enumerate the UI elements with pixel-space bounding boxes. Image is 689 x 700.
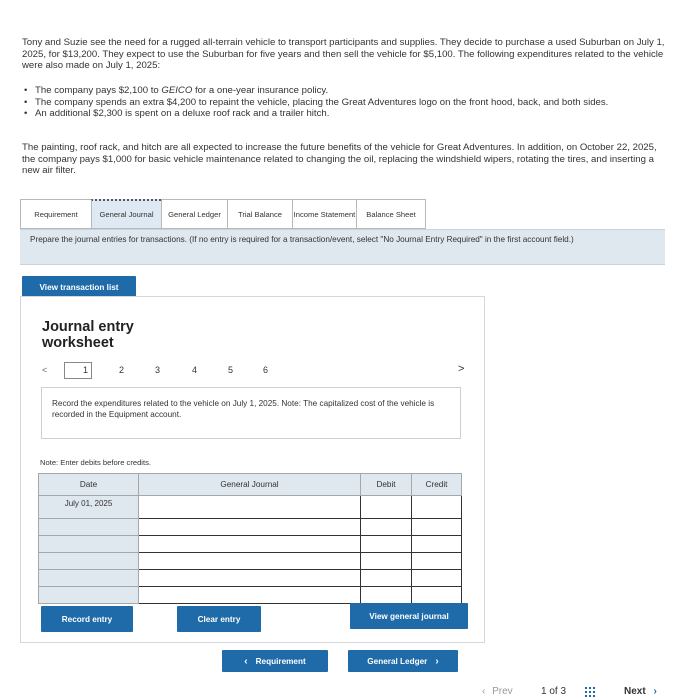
general-ledger-nav-label: General Ledger xyxy=(367,656,428,666)
tab-income-statement[interactable]: Income Statement xyxy=(292,199,356,229)
tab-requirement[interactable]: Requirement xyxy=(20,199,91,229)
task-text: Record the expenditures related to the vehicle on July 1, 2025. Note: The capitalized cost of the vehicle is recorded in the Equipment account. xyxy=(52,399,435,419)
date-cell xyxy=(39,570,139,587)
list-item: • The company pays $2,100 to GEICO for a one-year insurance policy. xyxy=(22,85,667,97)
problem-intro: Tony and Suzie see the need for a rugged all-terrain vehicle to transport participants and supplies. They decide to purchase a used Suburban on July 1, 2025, for $13,200. They expect to use the Suburban for five years and then sell the vehicle for $5,100. The following expenditures related to the vehicle were also made on July 1, 2025: xyxy=(22,37,665,72)
footer-prev-label: Prev xyxy=(492,686,513,697)
date-cell xyxy=(39,587,139,604)
tab-general-journal[interactable]: General Journal xyxy=(91,199,161,229)
pager-page-5[interactable]: 5 xyxy=(228,365,234,375)
table-row xyxy=(39,553,462,570)
chevron-left-icon: ‹ xyxy=(482,686,486,697)
chevron-right-icon: › xyxy=(653,686,657,697)
col-header-credit: Credit xyxy=(412,474,462,496)
list-item: • An additional $2,300 is spent on a deluxe roof rack and a trailer hitch. xyxy=(22,108,667,120)
credit-input[interactable] xyxy=(412,496,462,519)
pager-page-4[interactable]: 4 xyxy=(192,365,198,375)
chevron-left-icon: ‹ xyxy=(244,655,248,667)
date-cell: July 01, 2025 xyxy=(39,496,139,519)
instruction-text: Prepare the journal entries for transactions. (If no entry is required for a transaction/event, select "No Journal Entry Required" in the first account field.) xyxy=(30,235,574,244)
table-row xyxy=(39,587,462,604)
worksheet-title: Journal entry worksheet xyxy=(42,319,134,351)
date-cell xyxy=(39,536,139,553)
table-row xyxy=(39,570,462,587)
instruction-banner xyxy=(20,229,665,265)
footer-page-indicator xyxy=(541,686,566,697)
col-header-debit: Debit xyxy=(361,474,412,496)
view-transaction-list-button[interactable]: View transaction list xyxy=(22,276,136,298)
footer-prev-button[interactable] xyxy=(482,686,513,697)
general-ledger-nav-button[interactable] xyxy=(348,650,458,672)
tab-balance-sheet[interactable]: Balance Sheet xyxy=(356,199,426,229)
task-description xyxy=(41,387,461,439)
credit-input[interactable] xyxy=(412,553,462,570)
pager-page-6[interactable]: 6 xyxy=(263,365,269,375)
credit-input[interactable] xyxy=(412,587,462,604)
col-header-date: Date xyxy=(39,474,139,496)
list-item: • The company spends an extra $4,200 to repaint the vehicle, placing the Great Adventures logo on the front hood, back, and both sides. xyxy=(22,97,667,109)
grid-icon[interactable] xyxy=(584,686,597,698)
requirement-nav-button[interactable] xyxy=(222,650,328,672)
account-input[interactable] xyxy=(139,496,361,519)
clear-entry-button[interactable]: Clear entry xyxy=(177,606,261,632)
date-cell xyxy=(39,519,139,536)
pager-page-2[interactable]: 2 xyxy=(119,365,125,375)
expenditure-list xyxy=(22,85,667,120)
credit-input[interactable] xyxy=(412,519,462,536)
account-input[interactable] xyxy=(139,519,361,536)
debit-input[interactable] xyxy=(361,536,412,553)
table-row xyxy=(39,496,462,519)
footer-page-number: 1 xyxy=(541,686,547,697)
requirement-nav-label: Requirement xyxy=(255,656,306,666)
table-row xyxy=(39,519,462,536)
debit-input[interactable] xyxy=(361,553,412,570)
journal-table xyxy=(38,473,462,604)
debit-input[interactable] xyxy=(361,570,412,587)
debit-input[interactable] xyxy=(361,519,412,536)
credit-input[interactable] xyxy=(412,570,462,587)
tab-trial-balance[interactable]: Trial Balance xyxy=(227,199,292,229)
debit-input[interactable] xyxy=(361,587,412,604)
account-input[interactable] xyxy=(139,553,361,570)
account-input[interactable] xyxy=(139,536,361,553)
table-row xyxy=(39,536,462,553)
footer-next-button[interactable] xyxy=(624,686,657,697)
footer-next-label: Next xyxy=(624,686,646,697)
account-input[interactable] xyxy=(139,570,361,587)
tab-general-ledger[interactable]: General Ledger xyxy=(161,199,227,229)
view-general-journal-button[interactable]: View general journal xyxy=(350,603,468,629)
debit-credit-note: Note: Enter debits before credits. xyxy=(40,458,152,467)
footer-page-total: of 3 xyxy=(549,686,567,697)
problem-closing: The painting, roof rack, and hitch are all expected to increase the future benefits of the vehicle for Great Adventures. In addition, on October 22, 2025, the company pays $1,000 for basic vehicle maintenance related to changing the oil, replacing the windshield wipers, rotating the tires, and inserting a new air filter. xyxy=(22,142,657,177)
tab-bar xyxy=(20,199,426,229)
pager-page-1[interactable]: 1 xyxy=(83,365,89,375)
credit-input[interactable] xyxy=(412,536,462,553)
chevron-right-icon: › xyxy=(435,655,439,667)
pager-prev[interactable]: < xyxy=(42,365,48,375)
record-entry-button[interactable]: Record entry xyxy=(41,606,133,632)
col-header-general-journal: General Journal xyxy=(139,474,361,496)
account-input[interactable] xyxy=(139,587,361,604)
debit-input[interactable] xyxy=(361,496,412,519)
pager-next[interactable]: > xyxy=(458,363,465,375)
date-cell xyxy=(39,553,139,570)
pager-page-3[interactable]: 3 xyxy=(155,365,161,375)
